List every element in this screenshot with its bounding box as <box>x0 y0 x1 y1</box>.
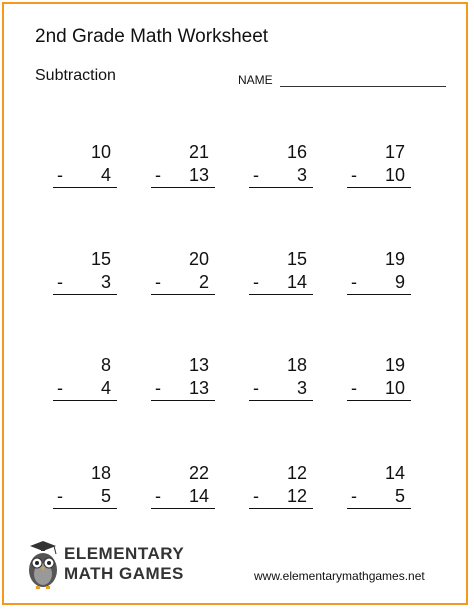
subtraction-problem <box>151 249 215 309</box>
website-url[interactable]: www.elementarymathgames.net <box>254 569 425 583</box>
subtraction-problem <box>151 463 215 523</box>
subtrahend: 13 <box>188 378 209 398</box>
subtrahend: 10 <box>384 378 405 398</box>
minus-sign: - <box>253 378 259 398</box>
minus-sign: - <box>253 165 259 185</box>
logo-line-1: ELEMENTARY <box>64 544 185 563</box>
subtraction-problem <box>53 463 117 523</box>
minus-sign: - <box>57 486 63 506</box>
subtraction-problem <box>347 463 411 523</box>
answer-line[interactable] <box>347 378 411 401</box>
subtraction-problem <box>249 142 313 202</box>
subtrahend: 14 <box>188 486 209 506</box>
minus-sign: - <box>57 272 63 292</box>
minus-sign: - <box>57 378 63 398</box>
subtraction-problem <box>249 249 313 309</box>
minus-sign: - <box>155 378 161 398</box>
minuend: 13 <box>188 355 209 375</box>
minus-sign: - <box>253 272 259 292</box>
minus-sign: - <box>351 378 357 398</box>
answer-line[interactable] <box>347 486 411 509</box>
subtrahend: 14 <box>286 272 307 292</box>
subtrahend: 5 <box>394 486 405 506</box>
logo-line-2: MATH GAMES <box>64 564 184 583</box>
minuend: 8 <box>100 355 111 375</box>
answer-line[interactable] <box>249 165 313 188</box>
answer-line[interactable] <box>151 272 215 295</box>
subtraction-problem <box>347 249 411 309</box>
brand-logo-text <box>64 544 184 584</box>
subtrahend: 2 <box>198 272 209 292</box>
answer-line[interactable] <box>347 165 411 188</box>
subtrahend: 10 <box>384 165 405 185</box>
subtrahend: 12 <box>286 486 307 506</box>
subtrahend: 4 <box>100 378 111 398</box>
subtraction-problem <box>53 249 117 309</box>
subtraction-problem <box>151 355 215 415</box>
minuend: 22 <box>188 463 209 483</box>
minus-sign: - <box>155 486 161 506</box>
subtraction-problem <box>347 355 411 415</box>
minuend: 20 <box>188 249 209 269</box>
page-title: 2nd Grade Math Worksheet <box>35 26 269 47</box>
minus-sign: - <box>351 165 357 185</box>
minus-sign: - <box>351 486 357 506</box>
subtrahend: 3 <box>100 272 111 292</box>
minuend: 18 <box>286 355 307 375</box>
answer-line[interactable] <box>53 272 117 295</box>
subtrahend: 3 <box>296 165 307 185</box>
worksheet-subtitle: Subtraction <box>35 67 116 84</box>
subtraction-problem <box>249 355 313 415</box>
minus-sign: - <box>155 272 161 292</box>
subtraction-problem <box>347 142 411 202</box>
answer-line[interactable] <box>151 486 215 509</box>
minuend: 21 <box>188 142 209 162</box>
subtrahend: 4 <box>100 165 111 185</box>
subtraction-problem <box>53 355 117 415</box>
minuend: 15 <box>286 249 307 269</box>
minus-sign: - <box>57 165 63 185</box>
minuend: 15 <box>90 249 111 269</box>
minuend: 14 <box>384 463 405 483</box>
subtraction-problem <box>151 142 215 202</box>
answer-line[interactable] <box>151 165 215 188</box>
subtrahend: 9 <box>394 272 405 292</box>
minus-sign: - <box>155 165 161 185</box>
minuend: 10 <box>90 142 111 162</box>
answer-line[interactable] <box>249 272 313 295</box>
worksheet-page <box>2 2 468 605</box>
minus-sign: - <box>253 486 259 506</box>
brand-logo <box>24 540 185 590</box>
minuend: 17 <box>384 142 405 162</box>
answer-line[interactable] <box>249 378 313 401</box>
answer-line[interactable] <box>151 378 215 401</box>
minuend: 18 <box>90 463 111 483</box>
owl-icon <box>24 540 62 590</box>
subtrahend: 13 <box>188 165 209 185</box>
minuend: 16 <box>286 142 307 162</box>
minuend: 19 <box>384 355 405 375</box>
name-label: NAME <box>238 73 273 87</box>
subtrahend: 3 <box>296 378 307 398</box>
subtraction-problem <box>249 463 313 523</box>
answer-line[interactable] <box>249 486 313 509</box>
answer-line[interactable] <box>347 272 411 295</box>
answer-line[interactable] <box>53 486 117 509</box>
answer-line[interactable] <box>53 378 117 401</box>
subtrahend: 5 <box>100 486 111 506</box>
minuend: 19 <box>384 249 405 269</box>
minuend: 12 <box>286 463 307 483</box>
answer-line[interactable] <box>53 165 117 188</box>
minus-sign: - <box>351 272 357 292</box>
subtraction-problem <box>53 142 117 202</box>
name-field[interactable] <box>280 86 446 87</box>
